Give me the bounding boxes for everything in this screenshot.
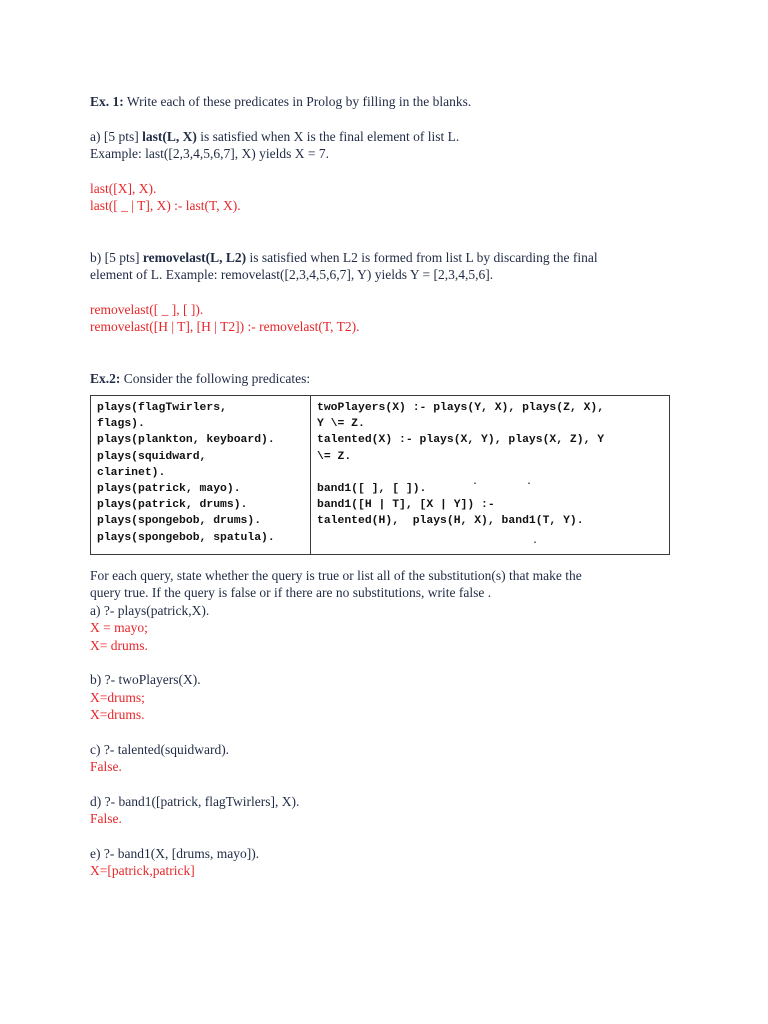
- code-line: band1([H | T], [X | Y]) :-: [317, 499, 495, 512]
- code-line: band1([ ], [ ]).: [317, 483, 427, 496]
- ex2-instructions-1: For each query, state whether the query is true or list all of the substitution(s) that make the: [90, 567, 582, 583]
- predicates-table: [90, 395, 670, 555]
- ex1-a-answer-line-1: last([X], X).: [90, 180, 157, 196]
- code-line: talented(H), plays(H, X), band1(T, Y).: [317, 515, 584, 528]
- code-line: talented(X) :- plays(X, Y), plays(X, Z), Y: [317, 434, 605, 447]
- ex1-b-prefix: b) [5 pts]: [90, 249, 143, 265]
- code-line: flags).: [97, 418, 145, 431]
- stray-dot-mark: .: [472, 477, 479, 488]
- ex1-b-answer-line-2: removelast([H | T], [H | T2]) :- removelast(T, T2).: [90, 319, 360, 334]
- code-line: \= Z.: [317, 450, 352, 463]
- ex1-a-statement: [90, 128, 690, 146]
- ex1-b-statement: [90, 249, 690, 267]
- code-line: plays(patrick, mayo).: [97, 483, 241, 496]
- query-d-answer: False.: [90, 811, 122, 827]
- stray-dot-mark: .: [532, 536, 539, 547]
- document-page: [90, 93, 690, 880]
- code-line: plays(spongebob, drums).: [97, 515, 262, 528]
- predicates-facts-cell: [91, 396, 311, 555]
- code-line: Y \= Z.: [317, 418, 365, 431]
- code-line-blank: [317, 465, 663, 481]
- ex1-heading: [90, 93, 690, 111]
- query-b: b) ?- twoPlayers(X).: [90, 672, 201, 688]
- code-line: plays(spongebob, spatula).: [97, 531, 275, 544]
- ex1-label: Ex. 1:: [90, 94, 124, 109]
- code-line: clarinet).: [97, 466, 166, 479]
- query-c: c) ?- talented(squidward).: [90, 741, 230, 757]
- query-c-answer: False.: [90, 759, 122, 775]
- ex1-intro: Write each of these predicates in Prolog by filling in the blanks.: [123, 94, 472, 109]
- predicates-rules-cell: [311, 396, 670, 555]
- ex1-a-desc: is satisfied when X is the final element of list L.: [196, 128, 460, 144]
- code-line: plays(squidward,: [97, 450, 207, 463]
- query-a-answer-1: X = mayo;: [90, 620, 148, 636]
- query-b-answer-1: X=drums;: [90, 689, 145, 705]
- ex2-instructions-2: query true. If the query is false or if there are no substitutions, write false .: [90, 585, 492, 601]
- code-line: plays(patrick, drums).: [97, 499, 248, 512]
- code-line: plays(flagTwirlers,: [97, 402, 227, 414]
- code-line: twoPlayers(X) :- plays(Y, X), plays(Z, X),: [317, 402, 605, 414]
- ex1-b-desc: is satisfied when L2 is formed from list L by discarding the final: [246, 249, 598, 265]
- ex1-a-predicate: last(L, X): [142, 128, 197, 144]
- ex2-label: Ex.2:: [90, 370, 121, 386]
- ex2-heading: [90, 370, 690, 388]
- query-e: e) ?- band1(X, [drums, mayo]).: [90, 845, 260, 861]
- query-b-answer-2: X=drums.: [90, 707, 145, 723]
- ex1-b-desc-2: element of L. Example: removelast([2,3,4,5,6,7], Y) yields Y = [2,3,4,5,6].: [90, 267, 494, 282]
- ex1-b-answer-line-1: removelast([ _ ], [ ]).: [90, 301, 204, 317]
- ex2-intro: Consider the following predicates:: [120, 370, 311, 386]
- ex1-a-example: Example: last([2,3,4,5,6,7], X) yields X = 7.: [90, 146, 329, 161]
- ex1-a-answer-line-2: last([ _ | T], X) :- last(T, X).: [90, 198, 241, 213]
- query-d: d) ?- band1([patrick, flagTwirlers], X).: [90, 793, 300, 809]
- stray-dot-mark: .: [526, 477, 533, 488]
- query-a: a) ?- plays(patrick,X).: [90, 602, 210, 618]
- ex1-b-predicate: removelast(L, L2): [142, 249, 247, 265]
- query-e-answer: X=[patrick,patrick]: [90, 863, 195, 879]
- code-line: plays(plankton, keyboard).: [97, 434, 275, 447]
- query-a-answer-2: X= drums.: [90, 637, 148, 653]
- ex1-a-prefix: a) [5 pts]: [90, 128, 143, 144]
